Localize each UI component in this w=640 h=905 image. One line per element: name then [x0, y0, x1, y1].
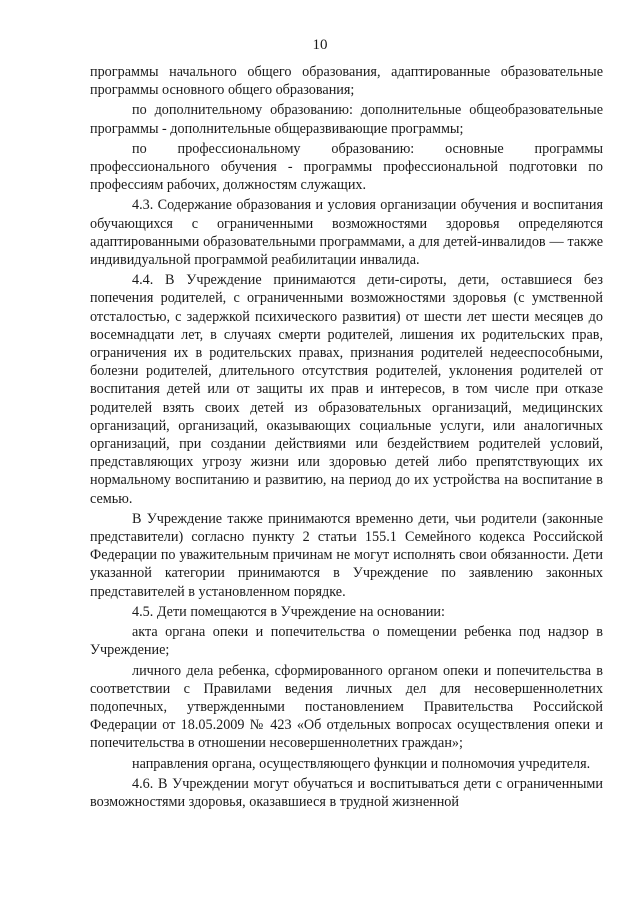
paragraph-4-3: 4.3. Содержание образования и условия организации обучения и воспитания обучающихся с ограниченными возможностями здоровья определяются адаптированными образовательными программами, а для детей-инвалидов — также индивидуальной программой реабилитации инвалида.	[90, 197, 603, 269]
paragraph-temporary-admission: В Учреждение также принимаются временно дети, чьи родители (законные представители) согласно пункту 2 статьи 155.1 Семейного кодекса Российской Федерации по уважительным причинам не могут исполнять свои обязанности. Дети указанной категории принимаются в Учреждение по заявлению законных представителей в установленном порядке.	[90, 510, 603, 600]
paragraph-guardianship-act: акта органа опеки и попечительства о помещении ребенка под надзор в Учреждение;	[90, 624, 603, 659]
page-number: 10	[312, 37, 328, 53]
paragraph-4-4: 4.4. В Учреждение принимаются дети-сироты, дети, оставшиеся без попечения родителей, с ограниченными возможностями здоровья (с умственной отсталостью, с задержкой психического развития) от шести лет шести месяцев до восемнадцати лет, в случаях смерти родителей, лишения их родительских прав, ограничения их в родительских правах, признания родителей недееспособными, болезни родителей, длительного отсутствия родителей, уклонения родителей от воспитания детей или от защиты их прав и интересов, в том числе при отказе родителей взять своих детей из образовательных организаций, медицинских организаций, организаций, оказывающих социальные услуги, или аналогичных организаций, при создании действиями или бездействием родителей условий, представляющих угрозу жизни или здоровью детей либо препятствующих их нормальному воспитанию и развитию, на период до их устройства на воспитание в семью.	[90, 272, 603, 507]
paragraph-founder-direction: направления органа, осуществляющего функции и полномочия учредителя.	[132, 755, 591, 772]
paragraph-4-5: 4.5. Дети помещаются в Учреждение на основании:	[132, 603, 445, 620]
paragraph-education-programs: программы начального общего образования, адаптированные образовательные программы основного общего образования;	[90, 64, 603, 99]
paragraph-personal-file: личного дела ребенка, сформированного органом опеки и попечительства в соответствии с Правилами ведения личных дел для несовершеннолетних подопечных, утвержденными постановлением Правительства Российской Федерации от 18.05.2009 № 423 «Об отдельных вопросах осуществления опеки и попечительства в отношении несовершеннолетних граждан»;	[90, 662, 603, 752]
paragraph-additional-education: по дополнительному образованию: дополнительные общеобразовательные программы - дополнительные общеразвивающие программы;	[90, 102, 603, 137]
paragraph-4-6: 4.6. В Учреждении могут обучаться и воспитываться дети с ограниченными возможностями здоровья, оказавшиеся в трудной жизненной	[90, 775, 603, 810]
document-body	[90, 63, 603, 813]
paragraph-professional-education: по профессиональному образованию: основные программы профессионального обучения - программы профессиональной подготовки по профессиям рабочих, должностям служащих.	[90, 140, 603, 194]
